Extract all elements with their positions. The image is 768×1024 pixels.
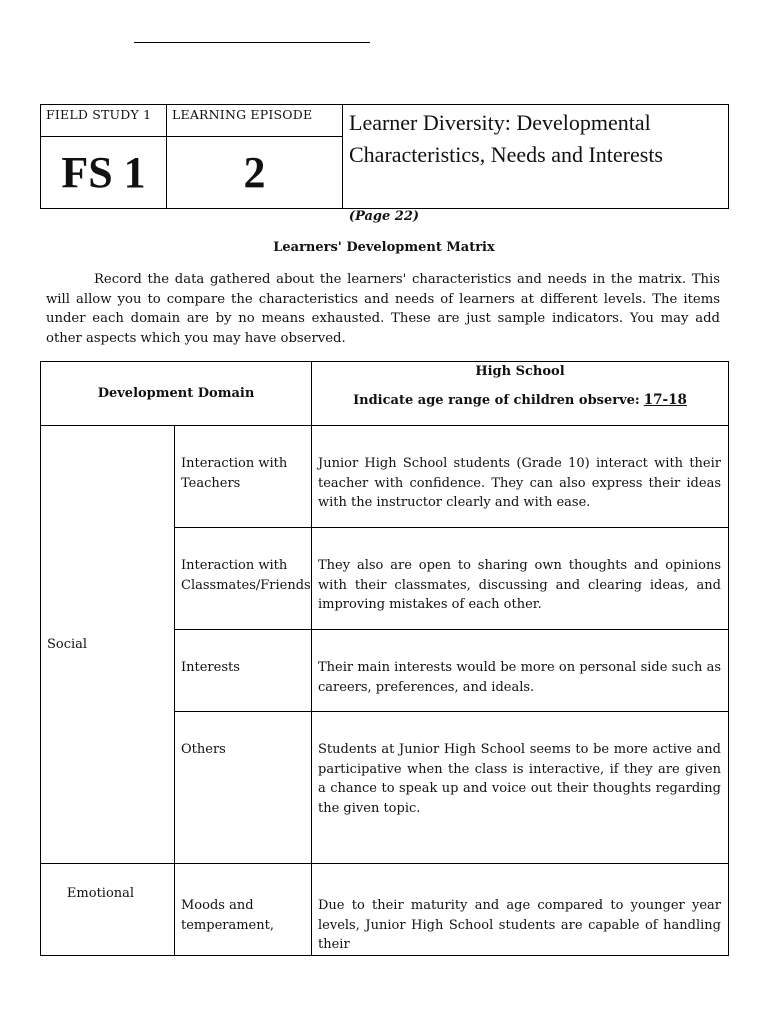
fs-code: FS 1 <box>41 137 167 209</box>
description-cell: Students at Junior High School seems to be more active and participative when the class is interactive, if they are given a chance to speak up and voice out their thoughts regarding the given topic. <box>312 712 729 864</box>
domain-social: Social <box>41 426 175 864</box>
learning-episode-label: LEARNING EPISODE <box>167 105 343 137</box>
description-cell: Junior High School students (Grade 10) interact with their teacher with confidence. They can also express their ideas with the instructor clearly and with ease. <box>312 426 729 528</box>
table-row <box>41 426 729 528</box>
table-row <box>41 864 729 956</box>
page-reference: (Page 22) <box>348 209 420 224</box>
description-cell: Their main interests would be more on personal side such as careers, preferences, and ideals. <box>312 630 729 712</box>
age-prompt-line <box>312 391 728 411</box>
matrix-title: Learners' Development Matrix <box>273 240 495 255</box>
name-underline <box>134 42 370 43</box>
episode-title <box>343 105 729 209</box>
instructions-paragraph: Record the data gathered about the learners' characteristics and needs in the matrix. This will allow you to compare the characteristics and needs of learners at different levels. The items under each domain are by no means exhausted. These are just sample indicators. You may add other aspects which you may have observed. <box>46 272 720 346</box>
level-header <box>312 362 729 426</box>
domain-emotional: Emotional <box>41 864 175 956</box>
field-study-label: FIELD STUDY 1 <box>41 105 167 137</box>
episode-title-line2: Characteristics, Needs and Interests <box>349 142 663 167</box>
description-cell: Due to their maturity and age compared to younger year levels, Junior High School students are capable of handling their <box>312 864 729 956</box>
age-range: 17-18 <box>643 391 687 408</box>
development-matrix <box>40 361 729 956</box>
level-header-label: High School <box>475 364 565 379</box>
episode-title-line1: Learner Diversity: Developmental <box>349 110 651 135</box>
episode-number: 2 <box>167 137 343 209</box>
description-cell: They also are open to sharing own thoughts and opinions with their classmates, discussing and clearing ideas, and improving mistakes of each other. <box>312 528 729 630</box>
aspect-cell: Interests <box>175 630 312 712</box>
aspect-cell: Interaction with Teachers <box>175 426 312 528</box>
header-table <box>40 104 729 209</box>
aspect-cell: Interaction with Classmates/Friends <box>175 528 312 630</box>
aspect-cell: Others <box>175 712 312 864</box>
aspect-cell: Moods and temperament, <box>175 864 312 956</box>
age-prompt: Indicate age range of children observe: <box>353 392 640 408</box>
domain-header: Development Domain <box>41 362 312 426</box>
